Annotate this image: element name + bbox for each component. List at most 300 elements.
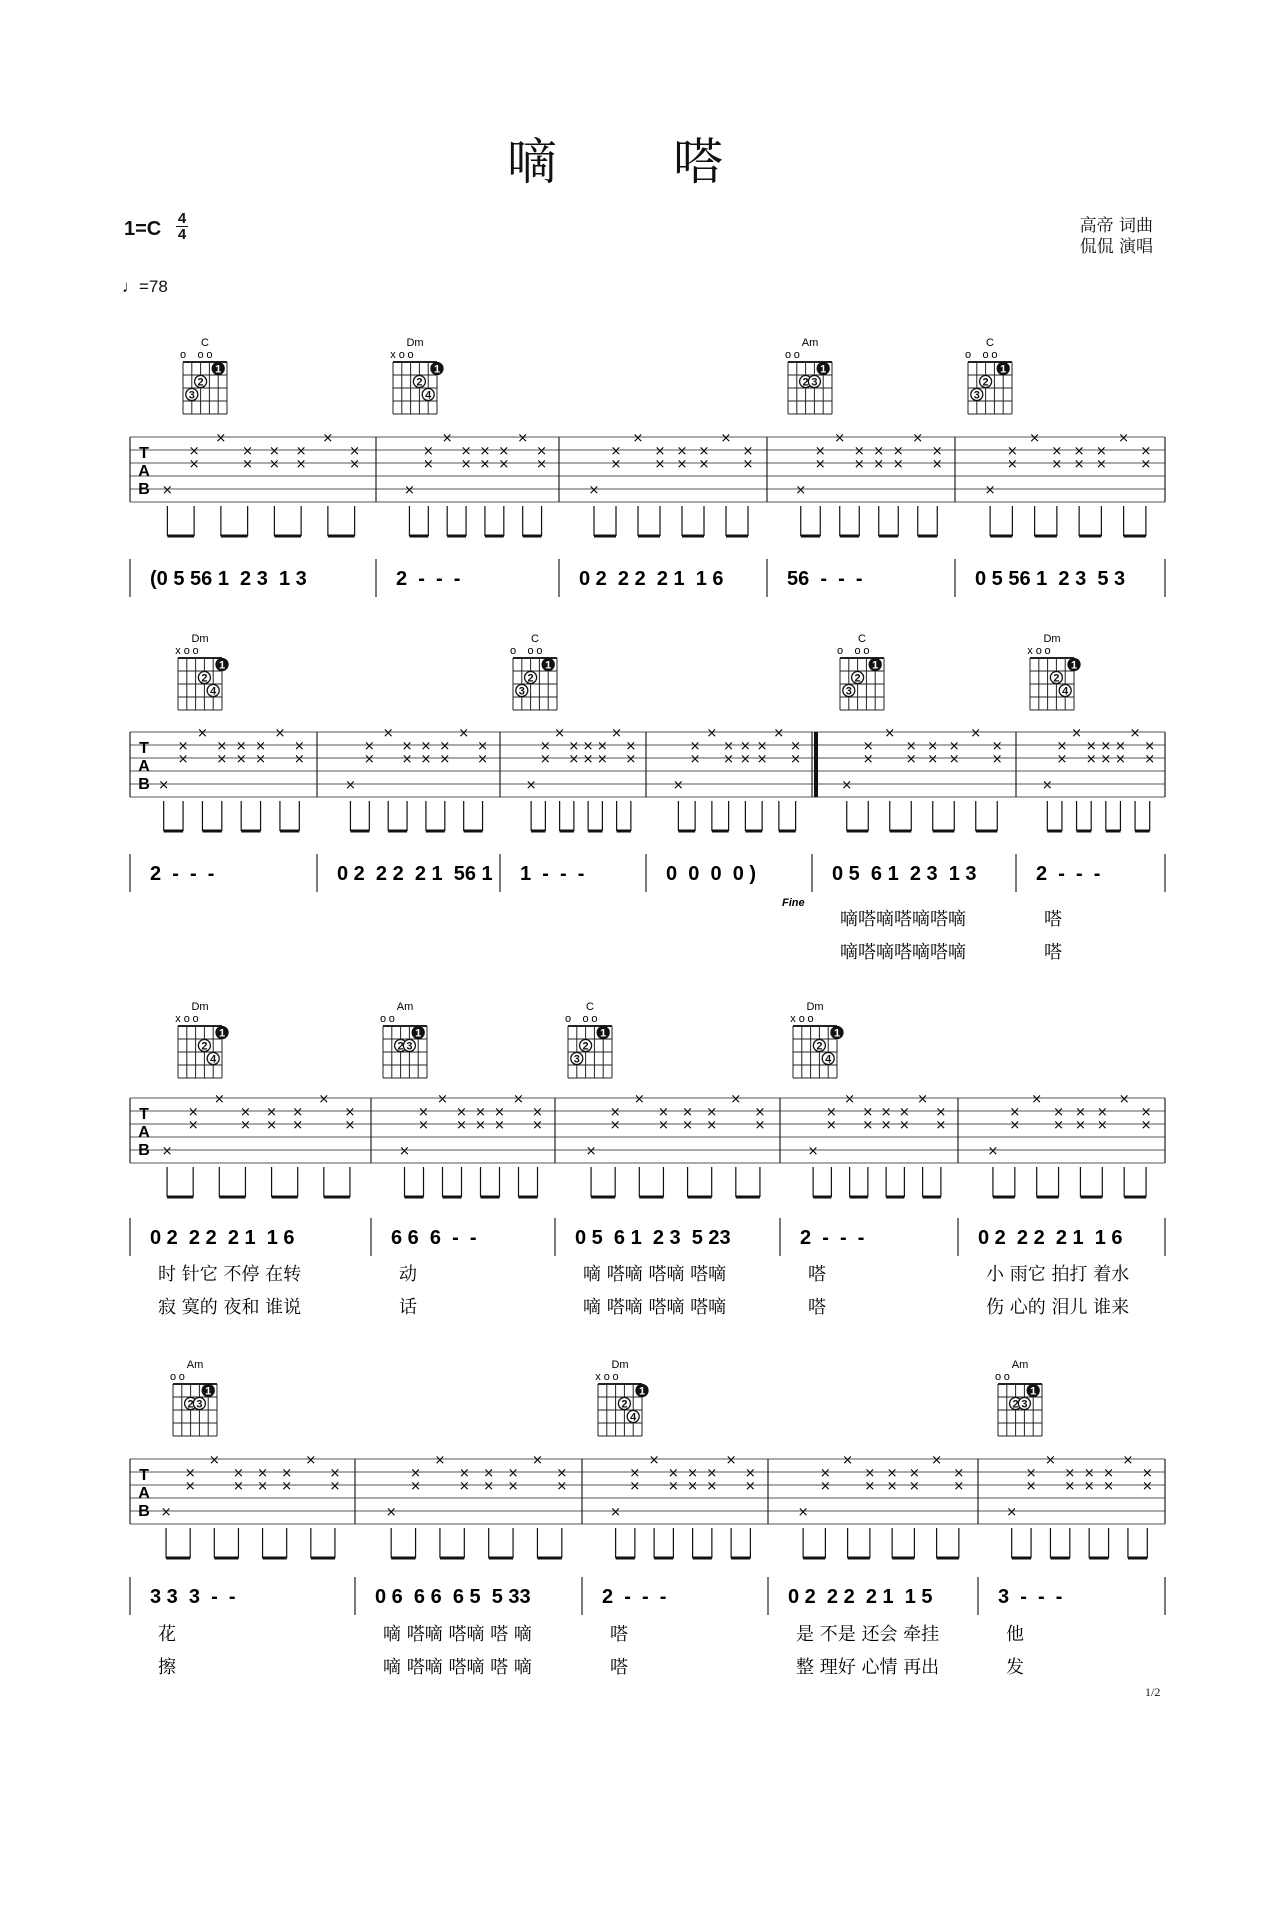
tab-note-mark: ×: [479, 457, 491, 472]
tab-note-mark: ×: [161, 483, 173, 498]
tab-note-mark: ×: [739, 752, 751, 767]
lyric-line-2: 寂 寞的 夜和 谁说: [158, 1297, 302, 1318]
tab-note-mark: ×: [853, 457, 865, 472]
tab-note-mark: ×: [1103, 1479, 1115, 1494]
tab-note-mark: ×: [905, 752, 917, 767]
chord-name: C: [986, 337, 994, 349]
string-mark: o: [982, 349, 989, 361]
string-mark: o: [192, 645, 199, 657]
lyric-line-1: 时 针它 不停 在转: [158, 1264, 302, 1285]
tab-note-mark: ×: [483, 1466, 495, 1481]
time-signature-bottom: 4: [177, 226, 187, 243]
tab-note-mark: ×: [706, 726, 718, 741]
finger-number: 4: [210, 1053, 217, 1066]
tab-note-mark: ×: [184, 1479, 196, 1494]
tab-note-mark: ×: [629, 1466, 641, 1481]
tab-note-mark: ×: [1114, 752, 1126, 767]
tab-note-mark: ×: [886, 1466, 898, 1481]
tab-note-mark: ×: [349, 457, 361, 472]
tab-note-mark: ×: [1044, 1453, 1056, 1468]
finger-number: 1: [638, 1385, 646, 1398]
chord-diagram-dm: [790, 1001, 843, 1078]
finger-number: 2: [187, 1398, 194, 1411]
chord-diagram-dm: [390, 337, 443, 414]
tab-note-mark: ×: [329, 1466, 341, 1481]
finger-number: 3: [196, 1398, 203, 1411]
tab-note-mark: ×: [625, 739, 637, 754]
tab-note-mark: ×: [232, 1479, 244, 1494]
tab-note-mark: ×: [1051, 444, 1063, 459]
string-mark: o: [1035, 645, 1042, 657]
tab-note-mark: ×: [948, 752, 960, 767]
lyric-line-1: 嘀嗒嘀嗒嘀嗒嘀: [840, 909, 966, 930]
tab-note-mark: ×: [1118, 1092, 1130, 1107]
tab-note-mark: ×: [556, 1466, 568, 1481]
chord-name: Dm: [191, 1001, 209, 1013]
tab-note-mark: ×: [479, 444, 491, 459]
string-mark: o: [169, 1371, 177, 1383]
tab-note-mark: ×: [898, 1118, 910, 1133]
tab-note-mark: ×: [1100, 752, 1112, 767]
tab-note-mark: ×: [927, 739, 939, 754]
tab-note-mark: ×: [1074, 1105, 1086, 1120]
finger-number: 2: [416, 376, 423, 389]
string-mark: o: [793, 349, 800, 361]
lyric-line-2: 嘀嗒嘀嗒嘀嗒嘀: [840, 942, 966, 963]
string-mark: o: [527, 645, 534, 657]
tab-note-mark: ×: [908, 1479, 920, 1494]
tab-note-mark: ×: [754, 1118, 766, 1133]
tab-note-mark: ×: [184, 1466, 196, 1481]
finger-number: 3: [1021, 1398, 1028, 1411]
string-mark: o: [591, 1013, 598, 1025]
tab-note-mark: ×: [239, 1105, 251, 1120]
string-mark: o: [603, 1371, 610, 1383]
tab-note-mark: ×: [744, 1466, 756, 1481]
tab-note-mark: ×: [682, 1105, 694, 1120]
jianpu-measure: 56 - - -: [787, 568, 863, 590]
credit-composer: 高帝 词曲: [1079, 216, 1153, 236]
chord-diagram-dm: [1027, 633, 1080, 710]
tab-note-mark: ×: [494, 1105, 505, 1120]
tab-note-mark: ×: [682, 1118, 694, 1133]
tab-note-mark: ×: [456, 1105, 467, 1120]
tab-note-mark: ×: [698, 444, 710, 459]
finger-number: 1: [1000, 363, 1007, 376]
tab-note-mark: ×: [892, 457, 904, 472]
time-signature-top: 4: [177, 210, 187, 227]
chord-diagram-c: [565, 1001, 612, 1078]
tab-note-mark: ×: [281, 1466, 293, 1481]
chord-diagram-am: [380, 1001, 427, 1078]
tab-note-mark: ×: [494, 1118, 505, 1133]
tab-note-mark: ×: [363, 739, 375, 754]
lyric-line-1: 他: [1006, 1624, 1024, 1645]
string-mark: o: [964, 349, 972, 361]
tab-note-mark: ×: [318, 1092, 330, 1107]
string-mark: o: [183, 645, 190, 657]
tab-note-mark: ×: [1118, 431, 1130, 446]
tab-note-mark: ×: [672, 778, 684, 793]
tab-note-mark: ×: [483, 1479, 495, 1494]
tab-note-mark: ×: [884, 726, 896, 741]
tab-note-mark: ×: [667, 1466, 679, 1481]
credit-performer: 侃侃 演唱: [1079, 237, 1153, 257]
tab-note-mark: ×: [344, 1105, 356, 1120]
tab-note-mark: ×: [610, 1505, 622, 1520]
tab-note-mark: ×: [418, 1118, 429, 1133]
tab-note-mark: ×: [610, 444, 622, 459]
tab-note-mark: ×: [1025, 1479, 1037, 1494]
tempo-value: =78: [139, 277, 168, 296]
tab-note-mark: ×: [687, 1479, 699, 1494]
tab-note-mark: ×: [991, 752, 1003, 767]
tab-clef: T: [139, 1106, 149, 1123]
tab-note-mark: ×: [991, 739, 1003, 754]
tab-note-mark: ×: [654, 457, 666, 472]
tab-note-mark: ×: [255, 752, 267, 767]
chord-diagram-dm: [175, 633, 228, 710]
finger-number: 4: [630, 1411, 637, 1424]
tab-note-mark: ×: [1071, 726, 1083, 741]
tab-note-mark: ×: [513, 1092, 524, 1107]
finger-number: 4: [425, 389, 432, 402]
lyric-line-2: 嗒: [1044, 942, 1062, 963]
page-number: 1/2: [1145, 1685, 1161, 1699]
tab-note-mark: ×: [266, 1118, 278, 1133]
tab-note-mark: ×: [439, 752, 451, 767]
finger-number: 3: [845, 685, 852, 698]
tab-note-mark: ×: [862, 752, 874, 767]
chord-diagram-dm: [175, 1001, 228, 1078]
lyric-line-1: 嗒: [1044, 909, 1062, 930]
tab-note-mark: ×: [825, 1105, 837, 1120]
finger-number: 1: [820, 363, 827, 376]
string-mark: o: [388, 1013, 395, 1025]
tab-note-mark: ×: [268, 444, 280, 459]
tab-note-mark: ×: [657, 1118, 669, 1133]
tab-note-mark: ×: [329, 1479, 341, 1494]
finger-number: 3: [973, 389, 980, 402]
tab-note-mark: ×: [475, 1105, 486, 1120]
string-mark: o: [197, 349, 204, 361]
tab-note-mark: ×: [1064, 1466, 1076, 1481]
tab-note-mark: ×: [517, 431, 529, 446]
tab-note-mark: ×: [232, 1466, 244, 1481]
tab-note-mark: ×: [841, 778, 853, 793]
jianpu-measure: 0 6 6 6 6 5 5 33: [375, 1586, 531, 1608]
jianpu-measure: 0 2 2 2 2 1 1 5: [788, 1586, 933, 1608]
tab-note-mark: ×: [1041, 778, 1053, 793]
tab-note-mark: ×: [460, 444, 472, 459]
tab-note-mark: ×: [215, 431, 227, 446]
tab-note-mark: ×: [1114, 739, 1126, 754]
tab-note-mark: ×: [633, 1092, 645, 1107]
finger-number: 3: [406, 1040, 413, 1053]
tab-note-mark: ×: [886, 1479, 898, 1494]
lyric-line-1: 花: [158, 1624, 176, 1645]
tab-note-mark: ×: [293, 739, 305, 754]
tab-note-mark: ×: [611, 726, 623, 741]
tab-note-mark: ×: [723, 752, 735, 767]
tab-note-mark: ×: [437, 1092, 448, 1107]
tab-note-mark: ×: [1025, 1466, 1037, 1481]
tab-note-mark: ×: [1073, 444, 1085, 459]
tab-note-mark: ×: [1096, 1118, 1108, 1133]
jianpu-measure: 2 - - -: [602, 1586, 667, 1608]
tab-note-mark: ×: [531, 1453, 543, 1468]
tab-note-mark: ×: [1074, 1118, 1086, 1133]
tab-note-mark: ×: [984, 483, 996, 498]
tab-note-mark: ×: [1083, 1479, 1095, 1494]
jianpu-measure: 2 - - -: [1036, 863, 1101, 885]
tab-note-mark: ×: [498, 444, 510, 459]
string-mark: o: [807, 1013, 814, 1025]
tab-note-mark: ×: [1083, 1466, 1095, 1481]
string-mark: x: [175, 1013, 181, 1025]
tab-note-mark: ×: [834, 431, 846, 446]
tab-note-mark: ×: [723, 739, 735, 754]
tab-note-mark: ×: [536, 457, 548, 472]
string-mark: o: [183, 1013, 190, 1025]
tab-note-mark: ×: [754, 1105, 766, 1120]
finger-number: 1: [415, 1027, 422, 1040]
finger-number: 2: [201, 1040, 208, 1053]
tab-note-mark: ×: [196, 726, 208, 741]
finger-number: 2: [197, 376, 204, 389]
tab-note-mark: ×: [322, 431, 334, 446]
string-mark: o: [398, 349, 405, 361]
string-mark: o: [192, 1013, 199, 1025]
jianpu-measure: 3 3 3 - -: [150, 1586, 236, 1608]
tab-note-mark: ×: [706, 1466, 718, 1481]
tab-note-mark: ×: [720, 431, 732, 446]
chord-diagram-c: [837, 633, 884, 710]
string-mark: o: [854, 645, 861, 657]
finger-number: 1: [205, 1385, 212, 1398]
finger-number: 2: [621, 1398, 628, 1411]
tab-note-mark: ×: [568, 752, 580, 767]
jianpu-measure: 0 5 56 1 2 3 5 3: [975, 568, 1126, 590]
tab-note-mark: ×: [401, 739, 413, 754]
tab-note-mark: ×: [970, 726, 982, 741]
string-mark: o: [179, 349, 187, 361]
tab-note-mark: ×: [1073, 457, 1085, 472]
jianpu-measure: 0 0 0 0 ): [666, 863, 757, 885]
system-2: [130, 726, 1165, 963]
lyric-line-2: 嘀 嗒嘀 嗒嘀 嗒 嘀: [383, 1657, 532, 1678]
chord-name: Dm: [191, 633, 209, 645]
tab-note-mark: ×: [935, 1105, 947, 1120]
finger-number: 1: [218, 1027, 226, 1040]
tab-note-mark: ×: [216, 739, 228, 754]
tab-note-mark: ×: [554, 726, 566, 741]
tab-note-mark: ×: [292, 1118, 304, 1133]
string-mark: o: [178, 1371, 185, 1383]
tab-note-mark: ×: [1006, 457, 1018, 472]
string-mark: o: [1003, 1371, 1010, 1383]
tab-note-mark: ×: [532, 1105, 543, 1120]
tab-note-mark: ×: [160, 1505, 172, 1520]
tab-note-mark: ×: [1056, 752, 1068, 767]
string-mark: x: [595, 1371, 601, 1383]
jianpu-measure: 3 - - -: [998, 1586, 1063, 1608]
tab-clef: T: [139, 445, 149, 462]
tab-note-mark: ×: [293, 752, 305, 767]
tab-note-mark: ×: [844, 1092, 856, 1107]
tab-note-mark: ×: [864, 1466, 876, 1481]
tab-note-mark: ×: [814, 457, 826, 472]
finger-number: 2: [527, 672, 534, 685]
lyric-line-1: 是 不是 还会 牵挂: [796, 1624, 940, 1645]
finger-number: 2: [397, 1040, 404, 1053]
tab-note-mark: ×: [1009, 1118, 1021, 1133]
string-mark: o: [994, 1371, 1002, 1383]
tab-note-mark: ×: [819, 1466, 831, 1481]
tab-note-mark: ×: [842, 1453, 854, 1468]
tab-note-mark: ×: [1064, 1479, 1076, 1494]
tab-note-mark: ×: [756, 739, 768, 754]
tab-clef: B: [138, 1142, 150, 1159]
finger-number: 2: [816, 1040, 823, 1053]
finger-number: 1: [1070, 659, 1078, 672]
tab-note-mark: ×: [730, 1092, 742, 1107]
lyric-line-1: 嘀 嗒嘀 嗒嘀 嗒 嘀: [383, 1624, 532, 1645]
tab-note-mark: ×: [667, 1479, 679, 1494]
tab-note-mark: ×: [931, 1453, 943, 1468]
jianpu-measure: (0 5 56 1 2 3 1 3: [150, 568, 307, 590]
tab-note-mark: ×: [862, 1105, 874, 1120]
finger-number: 2: [982, 376, 989, 389]
tab-note-mark: ×: [873, 457, 885, 472]
tab-note-mark: ×: [1031, 1092, 1043, 1107]
string-mark: o: [798, 1013, 805, 1025]
quarter-note-icon: ♩: [122, 277, 139, 296]
tab-note-mark: ×: [1085, 752, 1097, 767]
chord-diagram-am: [170, 1359, 217, 1436]
tab-note-mark: ×: [588, 483, 600, 498]
tab-note-mark: ×: [1141, 1479, 1153, 1494]
tab-note-mark: ×: [698, 457, 710, 472]
string-mark: o: [206, 349, 213, 361]
finger-number: 3: [811, 376, 818, 389]
tab-note-mark: ×: [177, 739, 189, 754]
tab-note-mark: ×: [676, 457, 688, 472]
jianpu-measure: 0 5 6 1 2 3 5 23: [575, 1227, 731, 1249]
tab-note-mark: ×: [687, 1466, 699, 1481]
tab-note-mark: ×: [458, 1466, 470, 1481]
tab-clef: T: [139, 1467, 149, 1484]
tab-note-mark: ×: [880, 1118, 892, 1133]
chord-name: Dm: [806, 1001, 824, 1013]
tab-clef: A: [138, 758, 150, 775]
tab-note-mark: ×: [609, 1105, 621, 1120]
tab-note-mark: ×: [161, 1144, 173, 1159]
tab-note-mark: ×: [382, 726, 394, 741]
tab-note-mark: ×: [825, 1118, 837, 1133]
tab-note-mark: ×: [239, 1118, 251, 1133]
string-mark: o: [1044, 645, 1051, 657]
tab-note-mark: ×: [268, 457, 280, 472]
tab-note-mark: ×: [539, 752, 551, 767]
tab-note-mark: ×: [266, 1105, 278, 1120]
tab-note-mark: ×: [948, 739, 960, 754]
tab-note-mark: ×: [1140, 457, 1152, 472]
tab-note-mark: ×: [1100, 739, 1112, 754]
finger-number: 1: [600, 1027, 607, 1040]
lyric-line-1: 嗒: [808, 1264, 826, 1285]
finger-number: 1: [545, 659, 552, 672]
tab-note-mark: ×: [208, 1453, 220, 1468]
tab-note-mark: ×: [420, 752, 432, 767]
string-mark: o: [564, 1013, 572, 1025]
tab-note-mark: ×: [819, 1479, 831, 1494]
tab-note-mark: ×: [609, 1118, 621, 1133]
tab-note-mark: ×: [880, 1105, 892, 1120]
jianpu-measure: 0 2 2 2 2 1 1 6: [978, 1227, 1123, 1249]
tab-note-mark: ×: [953, 1466, 965, 1481]
lyric-line-2: 发: [1006, 1657, 1024, 1678]
tab-note-mark: ×: [477, 739, 489, 754]
tab-note-mark: ×: [475, 1118, 486, 1133]
tab-note-mark: ×: [585, 1144, 597, 1159]
tab-clef: A: [138, 1124, 150, 1141]
tab-note-mark: ×: [349, 444, 361, 459]
song-title: 嘀 嗒: [507, 133, 773, 191]
tab-note-mark: ×: [507, 1466, 519, 1481]
tab-note-mark: ×: [1103, 1466, 1115, 1481]
tab-note-mark: ×: [1144, 739, 1156, 754]
jianpu-measure: 2 - - -: [150, 863, 215, 885]
finger-number: 2: [854, 672, 861, 685]
string-mark: x: [390, 349, 396, 361]
jianpu-measure: 1 - - -: [520, 863, 585, 885]
tab-note-mark: ×: [1009, 1105, 1021, 1120]
fine-marking: Fine: [782, 897, 805, 909]
tab-clef: B: [138, 1503, 150, 1520]
tab-note-mark: ×: [912, 431, 924, 446]
tab-note-mark: ×: [420, 739, 432, 754]
chord-name: Dm: [406, 337, 424, 349]
tab-note-mark: ×: [498, 457, 510, 472]
tab-note-mark: ×: [295, 457, 307, 472]
tab-note-mark: ×: [235, 739, 247, 754]
finger-number: 2: [1053, 672, 1060, 685]
finger-number: 4: [825, 1053, 832, 1066]
finger-number: 3: [573, 1053, 580, 1066]
tab-note-mark: ×: [1140, 1105, 1152, 1120]
tab-note-mark: ×: [458, 726, 470, 741]
tab-note-mark: ×: [892, 444, 904, 459]
tab-note-mark: ×: [629, 1479, 641, 1494]
tab-note-mark: ×: [507, 1479, 519, 1494]
string-mark: o: [612, 1371, 619, 1383]
finger-number: 1: [433, 363, 441, 376]
tab-note-mark: ×: [410, 1466, 422, 1481]
tab-note-mark: ×: [873, 444, 885, 459]
tab-note-mark: ×: [477, 752, 489, 767]
system-1: [130, 431, 1165, 597]
tab-note-mark: ×: [935, 1118, 947, 1133]
tab-note-mark: ×: [908, 1466, 920, 1481]
tab-note-mark: ×: [1053, 1105, 1065, 1120]
tab-note-mark: ×: [403, 483, 415, 498]
tab-clef: A: [138, 463, 150, 480]
tab-note-mark: ×: [295, 444, 307, 459]
tab-note-mark: ×: [418, 1105, 429, 1120]
tab-note-mark: ×: [689, 752, 701, 767]
tab-note-mark: ×: [385, 1505, 397, 1520]
